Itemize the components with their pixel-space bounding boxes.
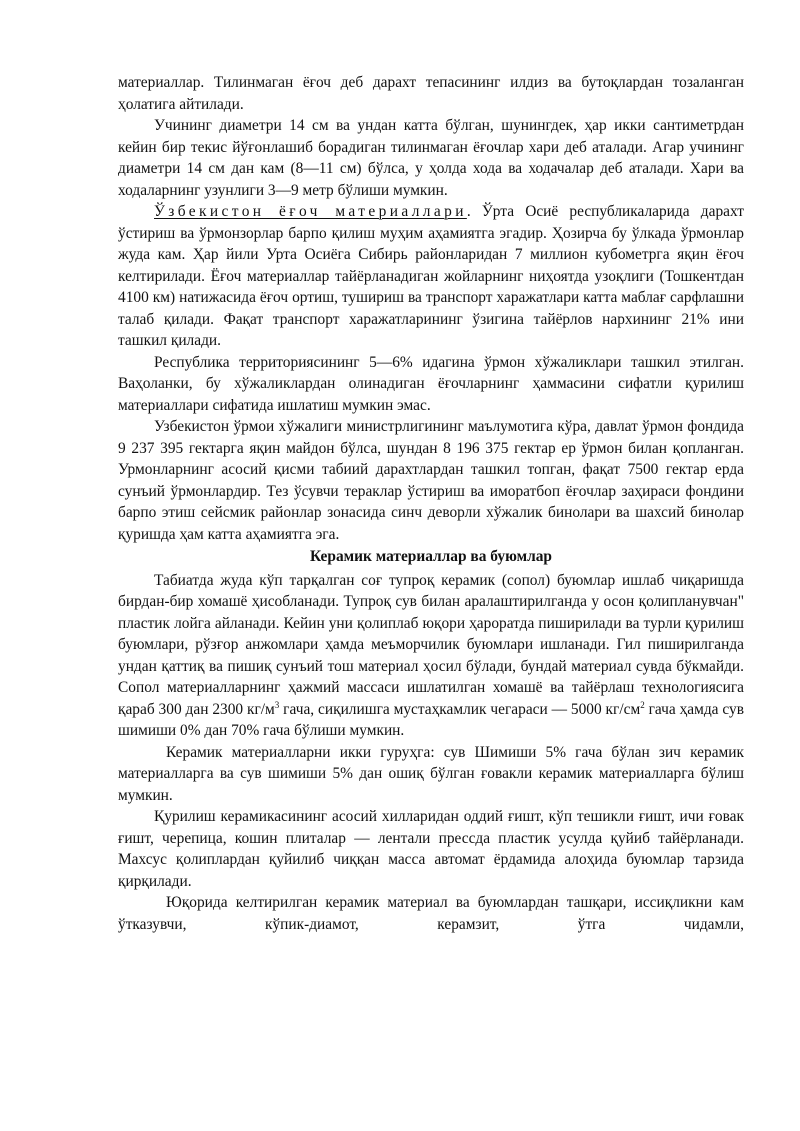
paragraph-forest-territory: Республика территориясининг 5—6% идагина ўрмон хўжаликлари ташкил этилган. Ваҳоланки, бу хўжаликлардан олинадиган ёғочларнинг ҳаммасини сифатли қурилиш материаллари сифатида ишлатиш мумкин эмас. [118, 353, 744, 414]
superscript-cubed: 3 [274, 699, 280, 710]
paragraph-building-ceramics: Қурилиш керамикасининг асосий хилларидан оддий ғишт, кўп тешикли ғишт, ичи ғовак ғишт, черепица, кошин плиталар — лентали прессда пластик усулда қуйиб тайёрланади. Махсус қолиплардан қуйилиб чиққан масса автомат ёрдамида алоҳида буюмлар тарзида қирқилади. [118, 808, 744, 890]
paragraph-clay-text-c: гача ҳамда сув шимиши 0% дан 70% гача бўлиши мумкин. [118, 700, 744, 739]
paragraph-logs-diameter: Учининг диаметри 14 см ва ундан катта бўлган, шунингдек, ҳар икки сантиметрдан кейин бир текис йўғонлашиб борадиган тилинмаган ёғочлар хари деб аталади. Агар учининг диаметри 14 см дан кам (8—11 см) бўлса, у ҳолда хода ва ходачалар деб аталади. Хари ва ходаларнинг узунлиги 3—9 метр бўлиши мумкин. [118, 117, 744, 199]
paragraph-wood-definition: материаллар. Тилинмаган ёғоч деб дарахт тепасининг илдиз ва бутоқлардан тозаланган ҳолатига айтилади. [118, 74, 744, 113]
paragraph-clay-text-a: Табиатда жуда кўп тарқалган соғ тупроқ керамик (сопол) буюмлар ишлаб чиқаришда бирдан-бир хомашё ҳисобланади. Тупроқ сув билан аралаштирилганда у осон қолипланувчан" пластик лойга айланади. Кейин уни қолиплаб юқори ҳароратда пиширилади ва турли қурилиш буюмлари, рўзғор анжомлари ҳамда меъморчилик буюмлари ишланади. Гил пиширилганда ундан қаттиқ ва пишиқ сунъий тош материал ҳосил бўлади, бундай материал сувда бўкмайди. Сопол материалларнинг ҳажмий массаси ишлатилган хомашё ва тайёрлаш технологиясига қараб 300 дан 2300 кг/м [118, 571, 744, 718]
section-lead-in: Ўзбекистон ёғоч материаллари [154, 203, 467, 220]
paragraph-other-ceramics: Юқорида келтирилган керамик материал ва буюмлардан ташқари, иссиқликни кам ўтказувчи, кўпик-диамот, керамзит, ўтга чидамли, [118, 894, 744, 933]
paragraph-clay-raw-material [118, 570, 744, 742]
superscript-squared: 2 [640, 699, 645, 710]
paragraph-clay-text-b: гача, сиқилишга мустаҳкамлик чегараси — 5000 кг/см [279, 700, 641, 718]
document-page [118, 72, 744, 935]
paragraph-forest-ministry: Узбекистон ўрмои хўжалиги министрлигининг маълумотига кўра, давлат ўрмон фондида 9 237 395 гектарга яқин майдон бўлса, шундан 8 196 375 гектар ер ўрмон билан қопланган. Урмонларнинг асосий қисми табиий дарахтлардан ташкил топган, фақат 7500 гектар ерда сунъий ўрмонлардир. Тез ўсувчи тераклар ўстириш ва иморатбоп ёғочлар заҳираси фондини барпо этиш сейсмик районлар зонасида синч деворли хўжалик бинолари ва шахсий бинолар қуришда ҳам катта аҳамиятга эга. [118, 418, 744, 543]
paragraph-ceramic-groups: Керамик материалларни икки гуруҳга: сув Шимиши 5% гача бўлан зич керамик материалларга ва сув шимиши 5% дан ошиқ бўлган ғовакли керамик материалларга бўлиш мумкин. [118, 743, 744, 804]
paragraph-uzbekistan-wood [118, 201, 744, 352]
paragraph-uzbekistan-wood-text: . Ўрта Осиё республикаларида дарахт ўстириш ва ўрмонзорлар барпо қилиш муҳим аҳамиятга эгадир. Ҳозирча бу ўлкада ўрмонлар жуда кам. Ҳар йили Урта Осиёга Сибирь районларидан 7 миллион кубометрга яқин ёғоч келтирилади. Ёғоч материаллар тайёрланадиган жойларнинг ниҳоятда узоқлиги (Тошкентдан 4100 км) натижасида ёғоч ортиш, тушириш ва транспорт харажатлари катта маблағ сарфлашни талаб қилади. Фақат транспорт харажатларининг ўзигина тайёрлов нархининг 21% ини ташкил қилади. [118, 203, 745, 349]
section-heading-ceramics: Керамик материаллар ва буюмлар [309, 548, 552, 565]
